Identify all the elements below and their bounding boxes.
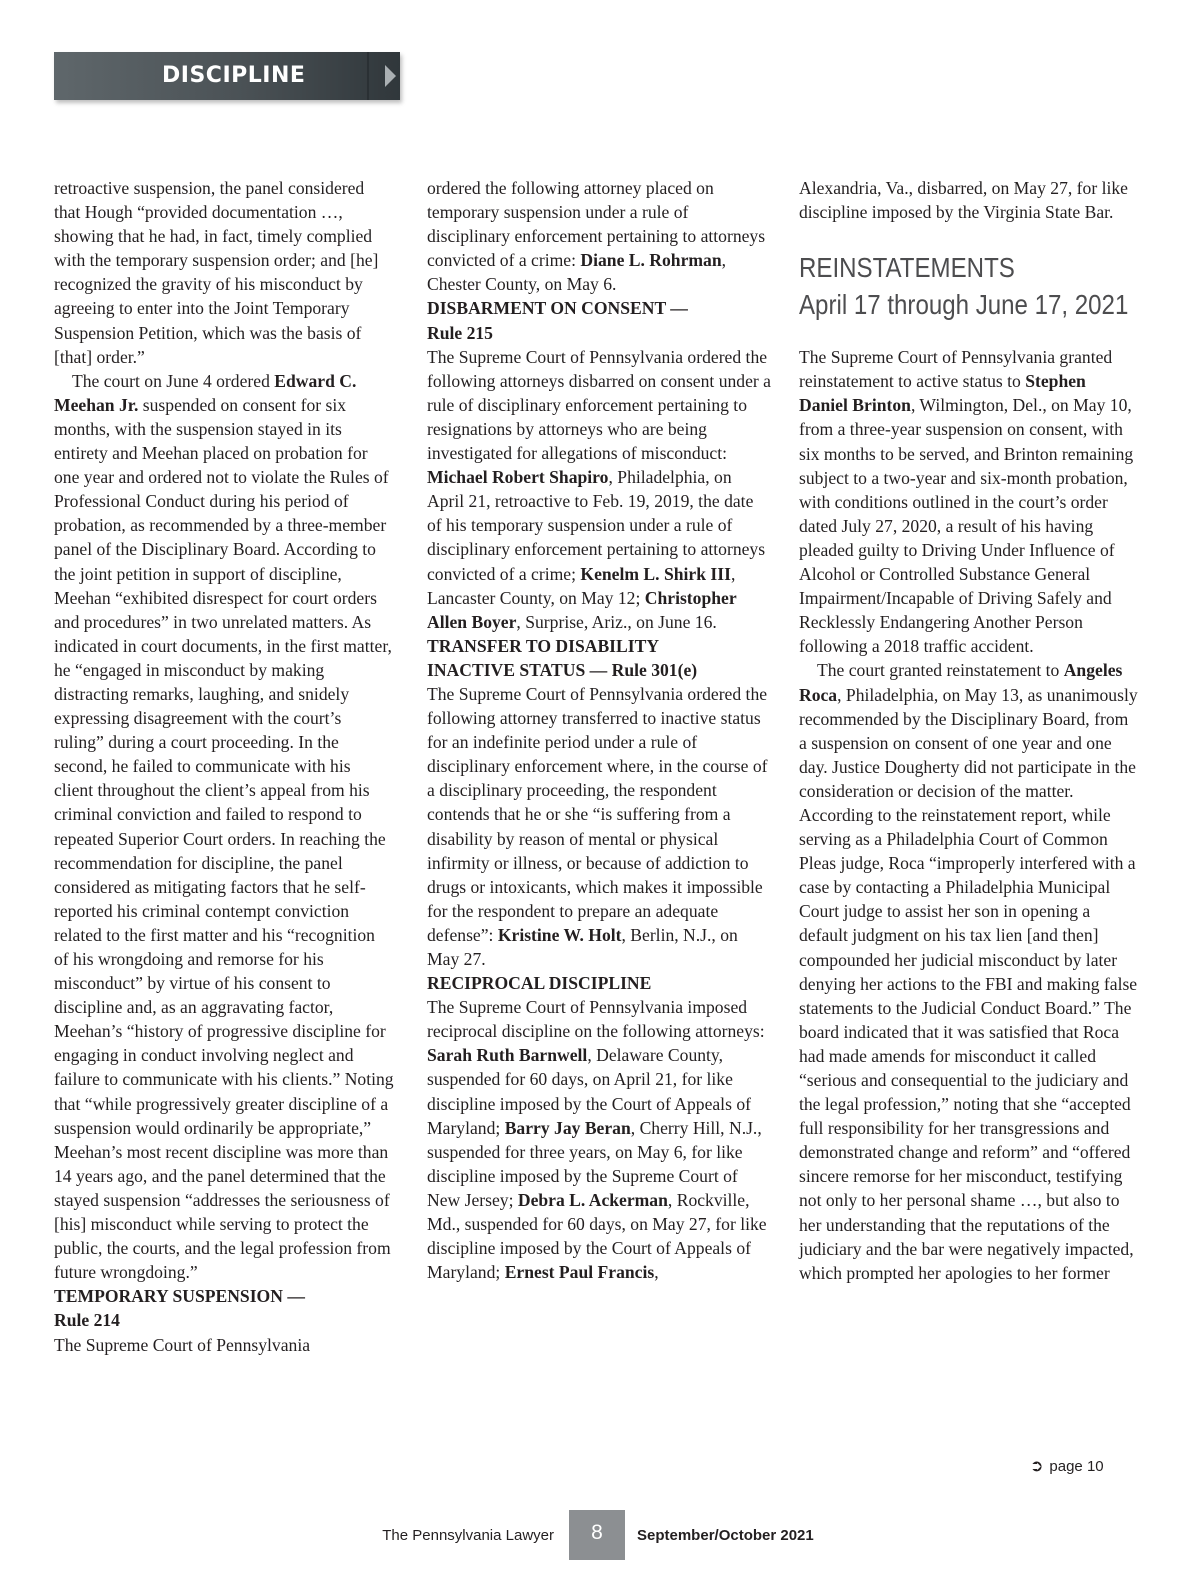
arrow-right-icon: ➲ <box>1030 1458 1044 1475</box>
section-heading: TEMPORARY SUSPENSION — Rule 214 <box>54 1286 305 1331</box>
attorney-name: Sarah Ruth Barnwell <box>427 1045 588 1066</box>
paragraph: The Supreme Court of Pennsylvania ordered the following attorneys disbarred on consent under a rule of disciplinary enforcement pertaining to resignations by attorneys who are being investigated for allegations of misconduct: Michael Robert Shapiro, Philadelphia, on April 21, retroactive to Feb. 19, 2019, the date of his temporary suspension under a rule of disciplinary enforcement pertaining to attorneys convicted of a crime; Kenelm L. Shirk III, Lancaster County, on May 12; Christopher Allen Boyer, Surprise, Ariz., on June 16. <box>427 346 771 632</box>
section-heading: TRANSFER TO DISABILITY INACTIVE STATUS — Rule 301(e) <box>427 635 698 680</box>
continued-label: page 10 <box>1049 1458 1104 1475</box>
paragraph: The court granted reinstatement to Angeles Roca, Philadelphia, on May 13, as unanimously recommended by the Disciplinary Board, from a suspension on consent of one year and one day. Justice Dougherty did not participate in the consideration or decision of the matter. According to the reinstatement report, while serving as a Philadelphia Court of Common Pleas judge, Roca “improperly interfered with a case by contacting a Philadelphia Municipal Court judge to assist her son in opening a default judgment on his tax lien [and then] compounded her judicial misconduct by later denying her actions to the FBI and making false statements to the Judicial Conduct Board.” The board indicated that it was satisfied that Roca had made amends for misconduct it called “serious and consequential to the judiciary and the legal profession,” noting that she “accepted full responsibility for her transgressions and demonstrated change and reform” and “offered sincere remorse for her misconduct, testifying not only to her personal shame …, but also to her understanding that the reputations of the judiciary and the bar were negatively impacted, which prompted her apologies to her former <box>799 660 1138 1283</box>
page-number: 8 <box>569 1510 625 1560</box>
paragraph: The Supreme Court of Pennsylvania imposed reciprocal discipline on the following attorneys: Sarah Ruth Barnwell, Delaware County, suspended for 60 days, on April 21, for like discipline imposed by the Court of Appeals of Maryland; Barry Jay Beran, Cherry Hill, N.J., suspended for three years, on May 6, for like discipline imposed by the Supreme Court of New Jersey; Debra L. Ackerman, Rockville, Md., suspended for 60 days, on May 27, for like discipline imposed by the Court of Appeals of Maryland; Ernest Paul Francis, <box>427 997 767 1283</box>
attorney-name: Debra L. Ackerman <box>517 1189 668 1210</box>
column-1 <box>54 176 394 1357</box>
section-tab <box>54 52 400 100</box>
paragraph: retroactive suspension, the panel considered that Hough “provided documentation …, showing that he had, in fact, timely complied with the temporary suspension order; and [he] recognized the gravity of his misconduct by agreeing to enter into the Joint Temporary Suspension Petition, which was the basis of [that] order.” <box>54 178 379 367</box>
attorney-name: Ernest Paul Francis <box>504 1262 655 1283</box>
publication-name: The Pennsylvania Lawyer <box>382 1527 554 1544</box>
attorney-name: Michael Robert Shapiro <box>427 467 609 488</box>
reinstatements-date-range: April 17 through June 17, 2021 <box>799 289 1129 321</box>
paragraph: The Supreme Court of Pennsylvania granted reinstatement to active status to Stephen Daniel Brinton, Wilmington, Del., on May 10, from a three-year suspension on consent, with six months to be served, and Brinton remaining subject to a two-year and six-month probation, with conditions outlined in the court’s order dated July 27, 2020, a result of his having pleaded guilty to Driving Under Influence of Alcohol or Controlled Substance General Impairment/Incapable of Driving Safely and Recklessly Endangering Another Person following a 2018 traffic accident. <box>799 347 1134 657</box>
paragraph: Alexandria, Va., disbarred, on May 27, for like discipline imposed by the Virginia State Bar. <box>799 178 1128 223</box>
section-label: DISCIPLINE <box>162 63 306 88</box>
section-heading: DISBARMENT ON CONSENT — Rule 215 <box>427 298 688 343</box>
column-3 <box>799 176 1139 1285</box>
attorney-name: Diane L. Rohrman <box>580 250 722 271</box>
paragraph: The court on June 4 ordered Edward C. Meehan Jr. suspended on consent for six months, with the suspension stayed in its entirety and Meehan placed on probation for one year and ordered not to violate the Rules of Professional Conduct during his period of probation, as recommended by a three-member panel of the Disciplinary Board. According to the joint petition in support of discipline, Meehan “exhibited disrespect for court orders and procedures” in two unrelated matters. As indicated in court documents, in the first matter, he “engaged in misconduct by making distracting remarks, laughing, and snidely expressing disagreement with the court’s ruling” during a court proceeding. In the second, he failed to communicate with his client throughout the client’s appeal from his criminal conviction and failed to respond to repeated Superior Court orders. In reaching the recommendation for discipline, the panel considered as mitigating factors that he self-reported his criminal contempt conviction related to the first matter and his “recognition of his wrongdoing and remorse for his misconduct” by virtue of his consent to discipline and, as an aggravating factor, Meehan’s “history of progressive discipline for engaging in conduct involving neglect and failure to communicate with his clients.” Noting that “while progressively greater discipline of a suspension would ordinarily be appropriate,” Meehan’s most recent discipline was more than 14 years ago, and the panel determined that the stayed suspension “addresses the seriousness of [his] misconduct while serving to protect the public, the courts, and the legal profession from future wrongdoing.” <box>54 370 394 1283</box>
tab-arrow-icon <box>385 65 396 87</box>
attorney-name: Kenelm L. Shirk III <box>580 563 731 584</box>
attorney-name: Edward C. Meehan Jr. <box>54 370 357 415</box>
paragraph: The Supreme Court of Pennsylvania ordered the following attorney transferred to inactive status for an indefinite period under a rule of disciplinary enforcement where, in the course of a disciplinary proceeding, the respondent contends that he or she “is suffering from a disability by reason of mental or physical infirmity or illness, or because of addiction to drugs or intoxicants, which makes it impossible for the respondent to prepare an adequate defense”: Kristine W. Holt, Berlin, N.J., on May 27. <box>427 683 768 969</box>
tab-divider <box>367 52 369 100</box>
reinstatements-title <box>799 249 1143 323</box>
attorney-name: Christopher Allen Boyer <box>427 587 737 632</box>
continued-link[interactable] <box>1030 1456 1104 1476</box>
reinstatements-heading: REINSTATEMENTS <box>799 252 1015 284</box>
issue-date: September/October 2021 <box>637 1527 814 1544</box>
page-footer <box>0 1510 1200 1560</box>
attorney-name: Angeles Roca <box>799 660 1123 705</box>
paragraph: The Supreme Court of Pennsylvania <box>54 1334 311 1355</box>
attorney-name: Kristine W. Holt <box>497 924 622 945</box>
attorney-name: Barry Jay Beran <box>504 1117 631 1138</box>
attorney-name: Stephen Daniel Brinton <box>799 371 1086 416</box>
section-heading: RECIPROCAL DISCIPLINE <box>427 973 652 994</box>
paragraph: ordered the following attorney placed on temporary suspension under a rule of disciplinary enforcement pertaining to attorneys convicted of a crime: Diane L. Rohrman, Chester County, on May 6. <box>427 178 766 295</box>
column-2 <box>427 176 772 1284</box>
